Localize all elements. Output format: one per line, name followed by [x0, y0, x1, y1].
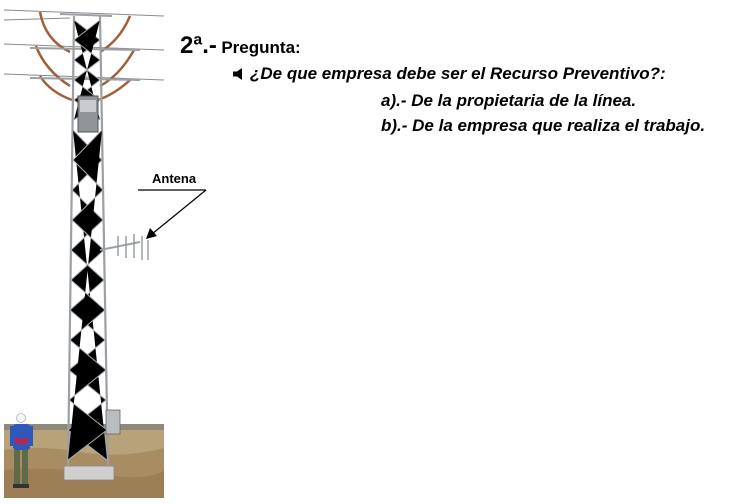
question-title: [180, 32, 301, 60]
speaker-icon[interactable]: [232, 67, 246, 81]
question-label: Pregunta:: [221, 38, 301, 57]
question-number: 2ª.-: [180, 32, 217, 59]
tower-photo: [0, 0, 170, 504]
question-text-row: [232, 64, 666, 84]
answer-a[interactable]: a).- De la propietaria de la línea.: [381, 91, 637, 110]
answer-b[interactable]: b).- De la empresa que realiza el trabajo.: [381, 116, 706, 135]
question-text: ¿De que empresa debe ser el Recurso Preventivo?:: [250, 64, 666, 83]
antenna-label: Antena: [152, 171, 197, 186]
